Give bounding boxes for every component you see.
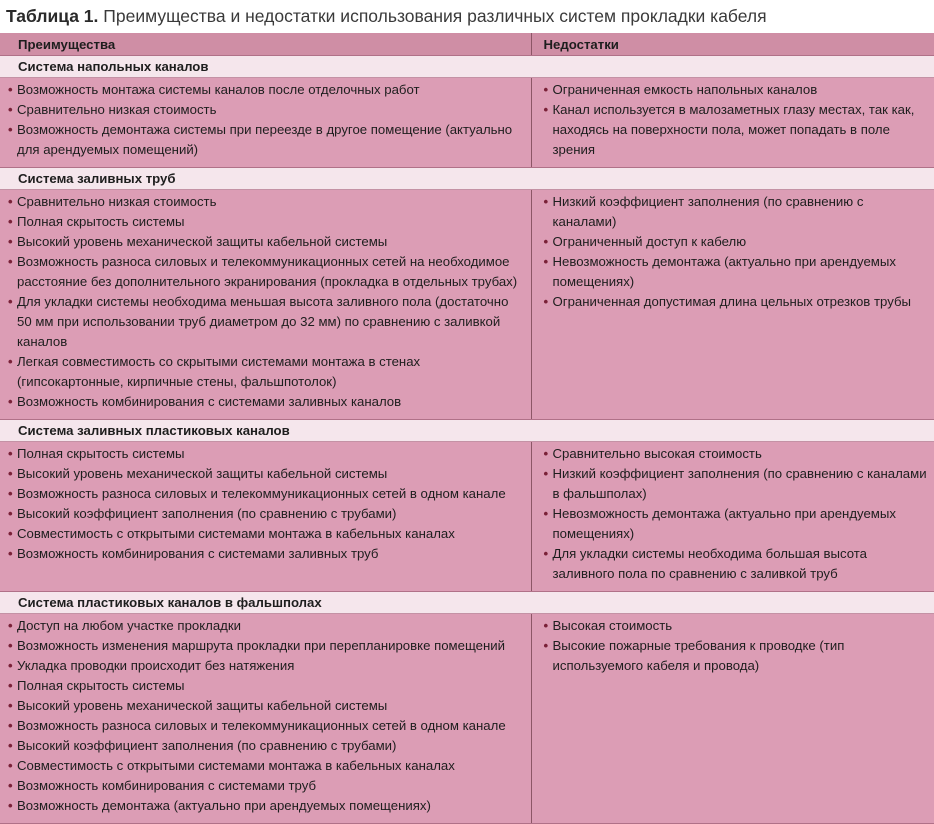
- list-item: • Невозможность демонтажа (актуально при арендуемых помещениях): [544, 504, 929, 544]
- list-item: • Невозможность демонтажа (актуально при арендуемых помещениях): [544, 252, 929, 292]
- section-row: [0, 420, 934, 442]
- list-item: • Низкий коэффициент заполнения (по сравнению с каналами в фальшполах): [544, 464, 929, 504]
- table-title: Преимущества и недостатки использования различных систем прокладки кабеля: [103, 6, 767, 26]
- list-item: • Полная скрытость системы: [8, 444, 525, 464]
- list-item: • Доступ на любом участке прокладки: [8, 616, 525, 636]
- cons-list: [544, 192, 929, 312]
- cons-cell: [531, 78, 934, 168]
- list-item: • Возможность демонтажа (актуально при арендуемых помещениях): [8, 796, 525, 816]
- section-title: Система заливных пластиковых каналов: [0, 420, 934, 442]
- pros-list: [8, 192, 525, 412]
- header-row: [0, 33, 934, 56]
- section-title: Система напольных каналов: [0, 56, 934, 78]
- list-item: • Возможность комбинирования с системами труб: [8, 776, 525, 796]
- comparison-table: [0, 33, 934, 824]
- list-item: • Возможность разноса силовых и телекоммуникационных сетей в одном канале: [8, 484, 525, 504]
- table-row: [0, 442, 934, 592]
- section-row: [0, 168, 934, 190]
- table-row: [0, 190, 934, 420]
- list-item: • Высокий коэффициент заполнения (по сравнению с трубами): [8, 736, 525, 756]
- list-item: • Совместимость с открытыми системами монтажа в кабельных каналах: [8, 756, 525, 776]
- list-item: • Канал используется в малозаметных глазу местах, так как, находясь на поверхности пола, может попадать в поле зрения: [544, 100, 929, 160]
- cons-cell: [531, 614, 934, 824]
- section-row: [0, 592, 934, 614]
- list-item: • Ограниченная емкость напольных каналов: [544, 80, 929, 100]
- list-item: • Возможность монтажа системы каналов после отделочных работ: [8, 80, 525, 100]
- list-item: • Возможность разноса силовых и телекоммуникационных сетей на необходимое расстояние без дополнительного экранирования (прокладка в отдельных трубах): [8, 252, 525, 292]
- table-caption: [0, 0, 934, 33]
- pros-cell: [0, 614, 531, 824]
- list-item: • Высокий коэффициент заполнения (по сравнению с трубами): [8, 504, 525, 524]
- list-item: • Для укладки системы необходима меньшая высота заливного пола (достаточно 50 мм при использовании труб диаметром до 32 мм) по сравнению с заливкой каналов: [8, 292, 525, 352]
- section-title: Система заливных труб: [0, 168, 934, 190]
- table-row: [0, 78, 934, 168]
- list-item: • Полная скрытость системы: [8, 212, 525, 232]
- list-item: • Для укладки системы необходима большая высота заливного пола по сравнению с заливкой труб: [544, 544, 929, 584]
- list-item: • Полная скрытость системы: [8, 676, 525, 696]
- list-item: • Совместимость с открытыми системами монтажа в кабельных каналах: [8, 524, 525, 544]
- cons-cell: [531, 442, 934, 592]
- list-item: • Возможность комбинирования с системами заливных каналов: [8, 392, 525, 412]
- list-item: • Высокий уровень механической защиты кабельной системы: [8, 464, 525, 484]
- list-item: • Ограниченная допустимая длина цельных отрезков трубы: [544, 292, 929, 312]
- pros-list: [8, 616, 525, 816]
- list-item: • Возможность демонтажа системы при переезде в другое помещение (актуально для арендуемых помещений): [8, 120, 525, 160]
- list-item: • Высокие пожарные требования к проводке (тип используемого кабеля и провода): [544, 636, 929, 676]
- list-item: • Возможность комбинирования с системами заливных труб: [8, 544, 525, 564]
- advantages-header: Преимущества: [0, 33, 531, 56]
- list-item: • Высокая стоимость: [544, 616, 929, 636]
- section-row: [0, 56, 934, 78]
- pros-cell: [0, 78, 531, 168]
- cons-list: [544, 80, 929, 160]
- section-title: Система пластиковых каналов в фальшполах: [0, 592, 934, 614]
- table-number: Таблица 1.: [6, 6, 99, 26]
- list-item: • Высокий уровень механической защиты кабельной системы: [8, 696, 525, 716]
- list-item: • Низкий коэффициент заполнения (по сравнению с каналами): [544, 192, 929, 232]
- pros-cell: [0, 442, 531, 592]
- pros-list: [8, 444, 525, 564]
- pros-list: [8, 80, 525, 160]
- list-item: • Сравнительно высокая стоимость: [544, 444, 929, 464]
- list-item: • Высокий уровень механической защиты кабельной системы: [8, 232, 525, 252]
- table-row: [0, 614, 934, 824]
- list-item: • Легкая совместимость со скрытыми системами монтажа в стенах (гипсокартонные, кирпичные стены, фальшпотолок): [8, 352, 525, 392]
- list-item: • Возможность разноса силовых и телекоммуникационных сетей в одном канале: [8, 716, 525, 736]
- list-item: • Сравнительно низкая стоимость: [8, 100, 525, 120]
- pros-cell: [0, 190, 531, 420]
- list-item: • Сравнительно низкая стоимость: [8, 192, 525, 212]
- cons-list: [544, 444, 929, 584]
- cons-list: [544, 616, 929, 676]
- list-item: • Укладка проводки происходит без натяжения: [8, 656, 525, 676]
- disadvantages-header: Недостатки: [531, 33, 934, 56]
- cons-cell: [531, 190, 934, 420]
- list-item: • Возможность изменения маршрута прокладки при перепланировке помещений: [8, 636, 525, 656]
- list-item: • Ограниченный доступ к кабелю: [544, 232, 929, 252]
